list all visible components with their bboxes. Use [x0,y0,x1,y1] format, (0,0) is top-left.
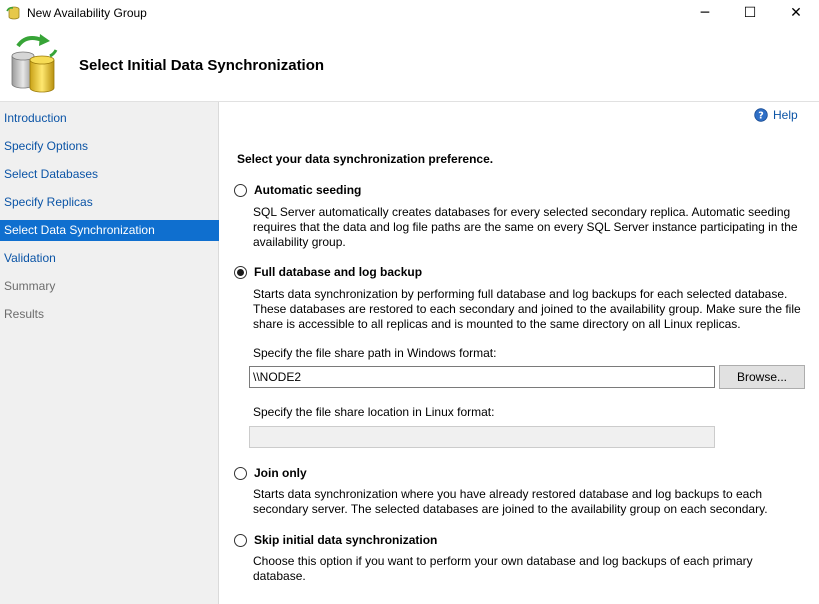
join-only-label: Join only [254,466,307,480]
sidebar-item-summary: Summary [4,279,56,293]
wizard-sidebar [0,102,219,604]
browse-button[interactable]: Browse... [719,365,805,389]
linux-path-label: Specify the file share location in Linux format: [253,405,495,419]
radio-indicator [234,534,247,547]
page-title: Select Initial Data Synchronization [79,57,325,74]
sidebar-item-specify-replicas[interactable]: Specify Replicas [4,195,93,209]
radio-indicator [234,266,247,279]
sidebar-item-select-databases[interactable]: Select Databases [4,167,99,181]
skip-sync-radio[interactable] [234,533,437,547]
close-button[interactable]: ✕ [790,5,802,21]
svg-text:?: ? [758,110,764,122]
radio-indicator [234,184,247,197]
radio-indicator [234,467,247,480]
windows-path-label: Specify the file share path in Windows format: [253,346,497,360]
sidebar-item-results: Results [4,307,45,321]
availability-group-app-icon [6,5,22,21]
skip-sync-description: Choose this option if you want to perform your own database and log backups of each primary database. [253,554,753,583]
database-sync-icon [10,32,58,94]
windows-path-input[interactable] [249,366,715,388]
help-link[interactable] [754,108,798,122]
full-backup-description: Starts data synchronization by performing full database and log backups for each selected database. These databases are restored to each secondary and joined to the availability group. Make sure the file share is accessible to all replicas and is mounted to the same directory on all Linux replicas. [253,287,801,331]
sidebar-item-introduction[interactable]: Introduction [4,111,67,125]
help-icon [754,108,768,122]
sidebar-item-specify-options[interactable]: Specify Options [4,139,89,153]
wizard-header [0,26,819,102]
help-label: Help [773,108,798,122]
sidebar-item-validation[interactable]: Validation [4,251,56,265]
join-only-radio[interactable] [234,466,307,480]
full-backup-radio[interactable] [234,265,422,279]
join-only-description: Starts data synchronization where you have already restored database and log backups to each secondary server. The selected databases are joined to the availability group on each secondary. [253,487,768,516]
main-panel [220,102,819,604]
linux-path-input[interactable] [249,426,715,448]
sync-preference-prompt: Select your data synchronization preference. [237,152,494,166]
full-backup-label: Full database and log backup [254,265,423,279]
skip-sync-label: Skip initial data synchronization [254,533,438,547]
maximize-button[interactable]: ☐ [743,5,757,21]
sidebar-item-select-data-synchronization[interactable]: Select Data Synchronization [0,220,219,241]
automatic-seeding-description: SQL Server automatically creates databases for every selected secondary replica. Automatic seeding requires that the data and log file paths are the same on every SQL Server instance participating in the availability group. [253,205,798,249]
window-title: New Availability Group [27,6,147,20]
automatic-seeding-label: Automatic seeding [254,183,362,197]
automatic-seeding-radio[interactable] [234,183,361,197]
title-bar [0,0,819,26]
minimize-button[interactable]: ─ [700,5,710,21]
